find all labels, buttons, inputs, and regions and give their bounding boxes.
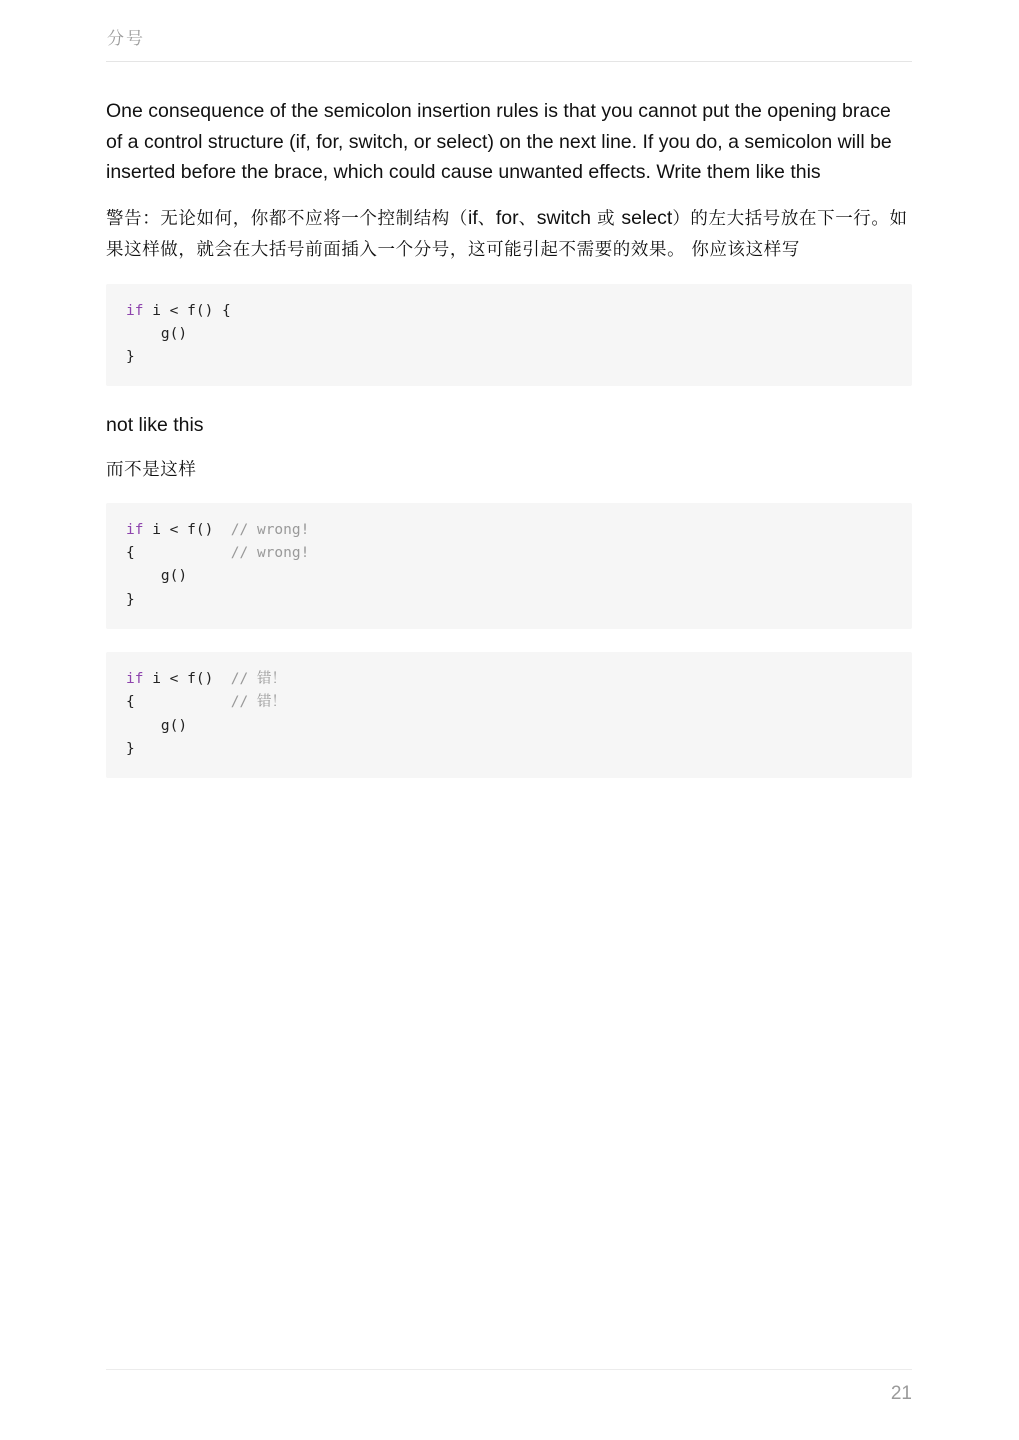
page-number: 21 xyxy=(890,1383,912,1404)
code-keyword: if xyxy=(126,671,144,688)
code-text: { xyxy=(126,694,231,711)
code-comment: // wrong! xyxy=(230,545,310,562)
code-text: i < f() xyxy=(143,521,231,538)
code-block-wrong-chinese xyxy=(106,652,912,778)
code-line: } xyxy=(126,740,135,757)
code-line xyxy=(126,519,892,542)
code-line xyxy=(126,300,892,323)
cn-keyword-if: if xyxy=(468,206,478,229)
code-keyword: if xyxy=(126,521,144,538)
code-text: { xyxy=(126,545,231,562)
paragraph-chinese-not-like: 而不是这样 xyxy=(106,459,197,480)
code-line xyxy=(126,691,892,714)
code-line xyxy=(126,668,892,691)
paragraph-chinese-intro xyxy=(106,203,912,266)
cn-keyword-select: select xyxy=(621,206,673,229)
footer-divider xyxy=(106,1369,912,1370)
page-content xyxy=(106,96,912,778)
code-comment: // wrong! xyxy=(230,521,310,538)
cn-separator: 或 xyxy=(590,208,622,229)
code-block-wrong-english xyxy=(106,503,912,629)
code-block-correct xyxy=(106,284,912,387)
code-line xyxy=(126,542,892,565)
cn-keyword-for: for xyxy=(495,206,519,229)
cn-keyword-switch: switch xyxy=(536,206,591,229)
code-line: } xyxy=(126,591,135,608)
cn-separator: 、 xyxy=(518,208,537,229)
code-line: } xyxy=(126,349,135,366)
page-header xyxy=(106,22,912,62)
chapter-title: 分号 xyxy=(107,29,145,49)
code-line: g() xyxy=(126,717,188,734)
code-comment: // 错！ xyxy=(230,671,286,688)
cn-separator: 、 xyxy=(477,208,496,229)
cn-text-part: 警告：无论如何，你都不应将一个控制结构（ xyxy=(106,208,468,229)
paragraph-english-not-like: not like this xyxy=(106,414,204,437)
paragraph-english-intro: One consequence of the semicolon insertion rules is that you cannot put the opening brace of a control structure (if, for, switch, or select) on the next line. If you do, a semicolon will be inserted before the brace, which could cause unwanted effects. Write them like this xyxy=(106,100,892,183)
code-keyword: if xyxy=(126,302,144,319)
code-line: g() xyxy=(126,568,188,585)
cn-text-part: ）的左大括号放在下一行。如果这样做，就会在大括号前面插入一个分号，这可能引起不需要的效果。 你应该这样写 xyxy=(106,208,908,260)
code-comment: // 错！ xyxy=(230,694,286,711)
code-text: i < f() { xyxy=(143,302,231,319)
code-text: i < f() xyxy=(143,671,231,688)
code-line: g() xyxy=(126,325,188,342)
